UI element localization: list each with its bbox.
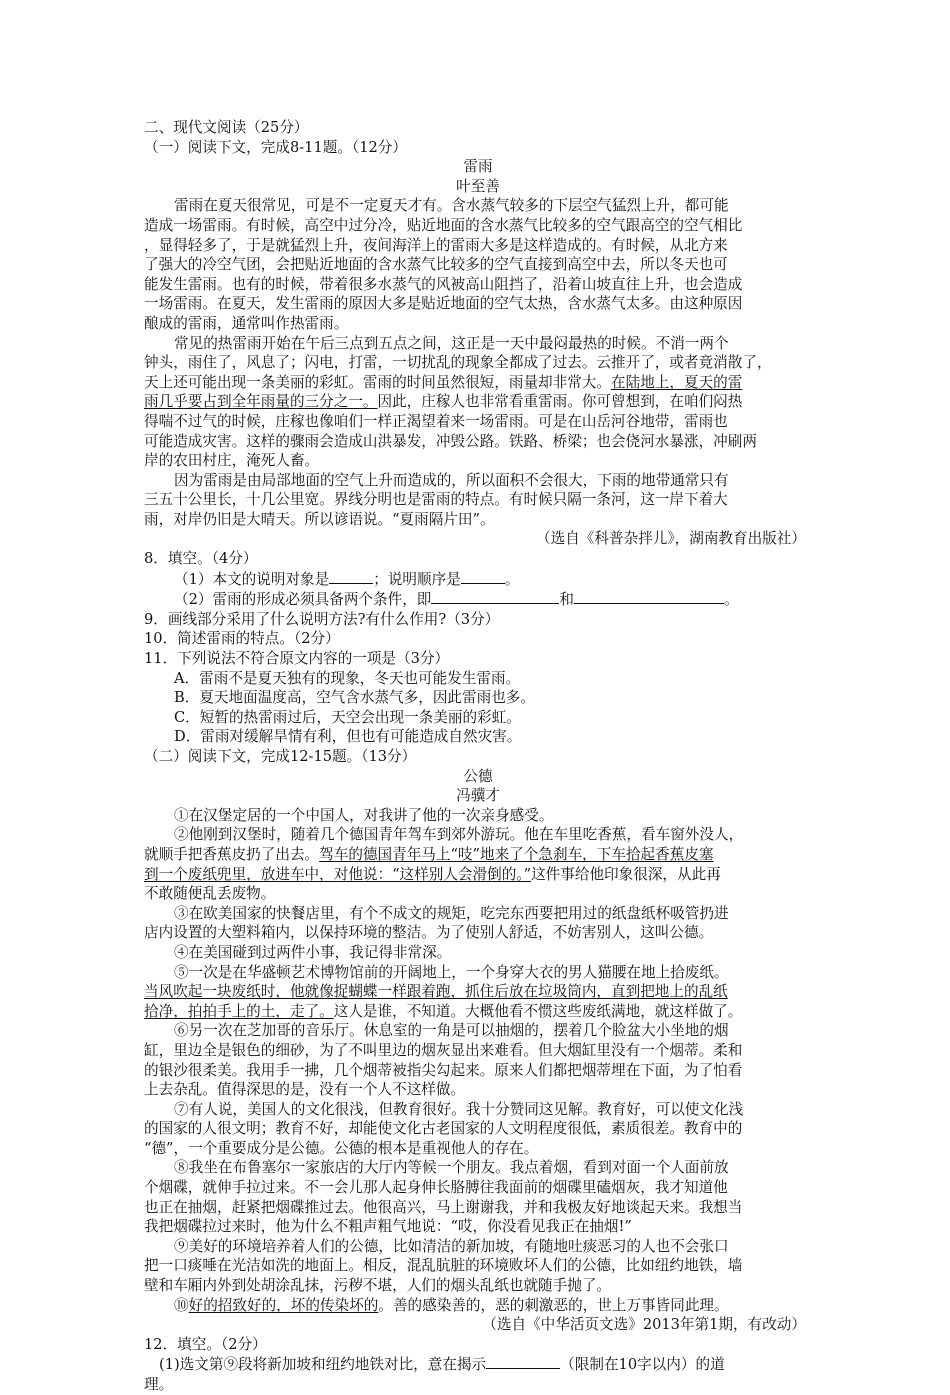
underlined-text: 当风吹起一块废纸时，他就像捉蝴蝶一样跟着跑，抓住后放在垃圾筒内，直到把地上的乱纸 [144, 983, 728, 1001]
text-line: 能发生雷雨。也有的时候，带着很多水蒸气的风被高山阻挡了，沿着山坡直往上升，也会造成 [144, 275, 743, 293]
option-b: B．夏天地面温度高，空气含水蒸气多，因此雷雨也多。 [174, 689, 535, 707]
text-line [144, 982, 812, 1002]
text-line: ，显得轻多了，于是就猛烈上升，夜间海洋上的雷雨大多是这样造成的。有时候，从北方来 [144, 236, 728, 254]
underlined-text: 雨几乎要占到全年雨量的三分之一。 [144, 393, 378, 411]
text-line: ⑦有人说，美国人的文化很浅，但教育很好。我十分赞同这见解。教育好，可以使文化浅 [174, 1100, 744, 1118]
option-d: D．雷雨对缓解旱情有利，但也有可能造成自然灾害。 [174, 728, 522, 746]
text-line: 店内设置的大塑料箱内，以保持环境的整洁。为了使别人舒适，不妨害别人，这叫公德。 [144, 924, 714, 942]
text-line: ⑤一次是在华盛顿艺术博物馆前的开阔地上，一个身穿大衣的男人猫腰在地上拾废纸。 [174, 963, 729, 981]
underlined-text: 在陆地上，夏天的雷 [611, 373, 743, 391]
text-line: 一场雷雨。在夏天，发生雷雨的原因大多是贴近地面的空气太热，含水蒸气太多。由这种原因 [144, 295, 743, 313]
question-8: 8．填空。（4分） [144, 550, 258, 568]
text-line [144, 1296, 812, 1316]
text-line: 雨，对岸仍旧是大晴天。所以谚语说。“夏雨隔片田”。 [144, 510, 495, 528]
paragraph [144, 196, 812, 333]
text-span: ；说明顺序是 [373, 570, 461, 588]
question-9: 9．画线部分采用了什么说明方法?有什么作用?（3分） [144, 610, 500, 628]
text-line [144, 373, 812, 393]
answer-blank[interactable] [486, 1354, 560, 1369]
paragraph [144, 334, 812, 471]
text-line: ①在汉堡定居的一个中国人，对我讲了他的一次亲身感受。 [174, 806, 554, 824]
underlined-text: 驾车的德国青年马上“吱”地来了个急刹车，下车拾起香蕉皮塞 [319, 845, 714, 863]
underlined-text: 拾净，拍拍手上的土，走了。 [144, 1002, 334, 1020]
text-span: 这件事给他印象很深，从此再 [531, 865, 721, 883]
text-line: 的国家的人很文明；教育不好，却能使文化古老国家的人文明程度很低，素质很差。教育中的 [144, 1120, 743, 1138]
text-line: 不敢随便乱丢废物。 [144, 885, 276, 903]
option-c: C．短暂的热雷雨过后，天空会出现一条美丽的彩虹。 [174, 708, 521, 726]
paragraph [144, 1237, 812, 1296]
article-title: 公德 [463, 767, 493, 785]
text-line: 缸，里边全是银色的细砂，为了不叫里边的烟灰显出来难看。但大烟缸里没有一个烟蒂。柔和 [144, 1041, 743, 1059]
question-11: 11．下列说法不符合原文内容的一项是（3分） [144, 650, 450, 668]
text-line [144, 845, 812, 865]
text-line: ⑨美好的环境培养着人们的公德，比如清洁的新加坡，有随地吐痰恶习的人也不会张口 [174, 1237, 729, 1255]
section-heading: 二、现代文阅读（25分） [144, 119, 309, 136]
text-line: 的银沙很柔美。我用手一拂，几个烟蒂被指尖勾起来。原来人们都把烟蒂埋在下面，为了怕看 [144, 1061, 743, 1079]
paragraph [144, 1100, 812, 1159]
text-line: ④在美国碰到过两件小事，我记得非常深。 [174, 943, 452, 961]
answer-blank[interactable] [461, 569, 505, 584]
article-author: 冯骥才 [456, 787, 500, 805]
underlined-text: 好的招致好的，坏的传染坏的 [188, 1296, 379, 1314]
text-line: 得喘不过气的时候，庄稼也像咱们一样正渴望着来一场雷雨。可是在山岳河谷地带，雷雨也 [144, 412, 728, 430]
underlined-text: 到一个废纸兜里，放进车中，对他说：“这样别人会滑倒的。” [144, 865, 532, 883]
answer-blank[interactable] [431, 589, 559, 604]
paragraph [144, 904, 812, 943]
text-span: 因此，庄稼人也非常看重雷雨。你可曾想到，在咱们闷热 [377, 393, 743, 411]
text-line: 了强大的冷空气团，会把贴近地面的含水蒸气比较多的空气直接到高空中去，所以冬天也可 [144, 256, 728, 274]
text-line: 把一口痰唾在光洁如洗的地面上。相反，混乱肮脏的环境败坏人们的公德，比如纽约地铁，墙 [144, 1257, 743, 1275]
text-span: （限制在10字以内）的道 [560, 1356, 725, 1374]
question-8-2 [144, 589, 812, 610]
article-author: 叶至善 [456, 177, 500, 195]
source-citation: （选自《科普杂拌儿》，湖南教育出版社） [536, 530, 806, 548]
text-span: （1）本文的说明对象是 [174, 570, 330, 588]
paragraph [144, 471, 812, 530]
text-span: 就顺手把香蕉皮扔了出去。 [144, 845, 320, 863]
question-10: 10．简述雷雨的特点。（2分） [144, 630, 340, 648]
text-span: (1)选文第⑨段将新加坡和纽约地铁对比，意在揭示 [159, 1356, 487, 1374]
text-line: ②他刚到汉堡时，随着几个德国青年驾车到郊外游玩。他在车里吃香蕉，看车窗外没人， [174, 826, 744, 844]
option-a: A．雷雨不是夏天独有的现象，冬天也可能发生雷雨。 [174, 669, 521, 687]
text-line: 上去杂乱。值得深思的是，没有一个人不这样做。 [144, 1081, 466, 1099]
article-title: 雷雨 [463, 158, 493, 176]
text-line: “德”，一个重要成分是公德。公德的根本是重视他人的存在。 [144, 1139, 539, 1157]
text-line: 岸的农田村庄，淹死人畜。 [144, 452, 320, 470]
text-line: 钟头，雨住了，风息了；闪电，打雷，一切扰乱的现象全都成了过去。云推开了，或者竟消散了， [144, 354, 772, 372]
text-span: 。 [504, 570, 520, 588]
text-line: 我把烟碟拉过来时，他为什么不粗声粗气地说：“哎，你没看见我正在抽烟!” [144, 1218, 632, 1236]
answer-blank[interactable] [329, 569, 373, 584]
text-line: 雷雨在夏天很常见，可是不一定夏天才有。含水蒸气较多的下层空气猛烈上升，都可能 [174, 197, 729, 215]
text-line [144, 392, 812, 412]
text-span: 。善的感染善的，恶的刺激恶的，世上万事皆同此理。 [378, 1296, 729, 1314]
paragraph [144, 1158, 812, 1236]
part2-instruction: （二）阅读下文，完成12-15题。（13分） [144, 748, 417, 765]
paragraph [144, 825, 812, 903]
part1-instruction: （一）阅读下文，完成8-11题。（12分） [144, 138, 407, 156]
text-span: （2）雷雨的形成必须具备两个条件，即 [174, 591, 432, 609]
exam-page [144, 118, 812, 1395]
question-12: 12．填空。（2分） [144, 1335, 267, 1353]
text-line: 酿成的雷雨，通常叫作热雷雨。 [144, 314, 349, 332]
answer-blank[interactable] [574, 589, 724, 604]
text-line: ③在欧美国家的快餐店里，有个不成文的规矩，吃完东西要把用过的纸盘纸杯吸管扔进 [174, 904, 729, 922]
text-line: 也正在抽烟，赶紧把烟碟推过去。他很高兴，马上谢谢我，并和我极友好地谈起天来。我想当 [144, 1198, 743, 1216]
text-line [144, 1002, 812, 1022]
text-line: 因为雷雨是由局部地面的空气上升而造成的，所以面积不会很大，下雨的地带通常只有 [174, 471, 729, 489]
text-span: 和 [559, 591, 574, 609]
text-line: 常见的热雷雨开始在午后三点到五点之间，这正是一天中最闷最热的时候。不消一两个 [174, 334, 729, 352]
text-line: 可能造成灾害。这样的骤雨会造成山洪暴发，冲毁公路。铁路、桥梁；也会侥河水暴涨，冲刷两 [144, 432, 757, 450]
text-line: ⑧我坐在布鲁塞尔一家旅店的大厅内等候一个朋友。我点着烟，看到对面一个人面前放 [174, 1159, 729, 1177]
text-line: 造成一场雷雨。有时候，高空中过分冷，贴近地面的含水蒸气比较多的空气跟高空的空气相比 [144, 216, 743, 234]
question-12-1 [144, 1354, 812, 1375]
text-span: 这人是谁，不知道。大概他看不惯这些废纸满地，就这样做了。 [333, 1002, 743, 1020]
text-line: 个烟碟，就伸手拉过来。不一会儿那人起身伸长胳膊往我面前的烟碟里磕烟灰，我才知道他 [144, 1179, 728, 1197]
text-line: ⑥另一次在芝加哥的音乐厅。休息室的一角是可以抽烟的，摆着几个脸盆大小坐地的烟 [174, 1022, 729, 1040]
text-span: ⑩ [174, 1296, 189, 1314]
paragraph [144, 1021, 812, 1099]
text-line: 壁和车厢内外到处胡涂乱抹，污秽不堪，人们的烟头乱纸也就随手抛了。 [144, 1277, 612, 1295]
text-line: 理。 [144, 1376, 174, 1393]
text-span: 。 [724, 591, 739, 609]
question-8-1 [144, 569, 812, 590]
text-span: 天上还可能出现一条美丽的彩虹。雷雨的时间虽然很短，雨量却非常大。 [144, 373, 612, 391]
paragraph [144, 963, 812, 1022]
text-line: 三五十公里长，十几公里宽。界线分明也是雷雨的特点。有时候只隔一条河，这一岸下着大 [144, 491, 728, 509]
source-citation: （选自《中华活页文选》2013年第1期，有改动） [482, 1316, 806, 1334]
text-line [144, 865, 812, 885]
